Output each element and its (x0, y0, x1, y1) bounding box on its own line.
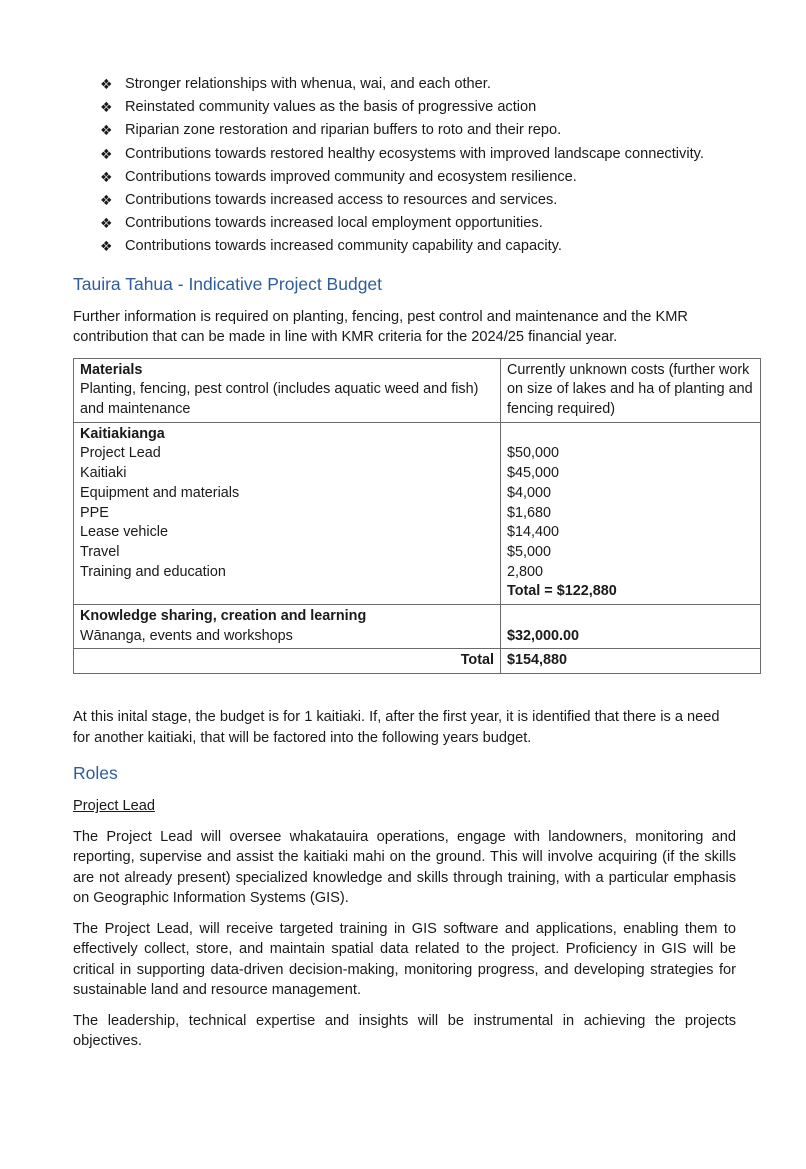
knowledge-title: Knowledge sharing, creation and learning (80, 608, 367, 625)
knowledge-amount: $32,000.00 (507, 627, 580, 644)
budget-item-label: Travel (80, 543, 120, 560)
list-item: ❖ Riparian zone restoration and riparian buffers to roto and their repo. (73, 119, 736, 142)
budget-item-label: Project Lead (80, 445, 161, 462)
budget-item-label: Equipment and materials (80, 484, 240, 501)
table-row (74, 649, 761, 674)
roles-heading: Roles (73, 763, 118, 784)
budget-item-amount: $5,000 (507, 543, 552, 560)
table-row (74, 358, 761, 422)
budget-item-label: PPE (80, 504, 109, 521)
budget-item-label: Training and education (80, 563, 226, 580)
table-row (74, 605, 761, 649)
budget-item-amount: $4,000 (507, 484, 552, 501)
materials-title: Materials (80, 361, 143, 378)
budget-item-amount: $45,000 (507, 465, 560, 482)
budget-item-amount: $50,000 (507, 445, 560, 462)
project-lead-subheading: Project Lead (73, 798, 155, 815)
budget-item-amount: 2,800 (507, 563, 544, 580)
kaitiakianga-subtotal: Total = $122,880 (507, 583, 617, 600)
budget-heading: Tauira Tahua - Indicative Project Budget (73, 273, 383, 294)
outcomes-list (73, 73, 736, 259)
total-label: Total (74, 649, 501, 674)
budget-table (73, 358, 761, 675)
diamond-bullet-icon: ❖ (100, 145, 113, 162)
kaitiakianga-title: Kaitiakianga (80, 425, 165, 442)
materials-cost: Currently unknown costs (further work on size of lakes and ha of planting and fencing required) (507, 361, 753, 418)
list-item: ❖ Reinstated community values as the basis of progressive action (73, 96, 736, 119)
materials-description: Planting, fencing, pest control (includes aquatic weed and fish) and maintenance (80, 381, 479, 418)
roles-paragraph: The Project Lead, will receive targeted training in GIS software and applications, enabling them to effectively collect, store, and maintain spatial data related to the project. Proficiency in GIS will be critical in supporting data-driven decision-making, monitoring progress, and developing strategies for sustainable land and resource management. (73, 920, 736, 999)
diamond-bullet-icon: ❖ (100, 238, 113, 255)
budget-item-label: Kaitiaki (80, 465, 127, 482)
document-page (73, 73, 753, 1062)
budget-item-amount: $1,680 (507, 504, 552, 521)
kaitiakianga-cell (74, 422, 501, 604)
diamond-bullet-icon: ❖ (100, 168, 113, 185)
knowledge-amount-cell (501, 605, 761, 649)
materials-cell (74, 358, 501, 422)
total-amount: $154,880 (501, 649, 761, 674)
list-item: ❖ Stronger relationships with whenua, wai, and each other. (73, 73, 736, 96)
budget-item-label: Lease vehicle (80, 524, 169, 541)
diamond-bullet-icon: ❖ (100, 76, 113, 92)
diamond-bullet-icon: ❖ (100, 122, 113, 139)
budget-item-amount: $14,400 (507, 524, 560, 541)
diamond-bullet-icon: ❖ (100, 192, 113, 209)
roles-paragraph: The Project Lead will oversee whakatauira operations, engage with landowners, monitoring and reporting, supervise and assist the kaitiaki mahi on the ground. This will involve acquiring (if the skills are not already present) specialized knowledge and skills through training, with a particular emphasis on Geographic Information Systems (GIS). (73, 828, 736, 907)
diamond-bullet-icon: ❖ (100, 215, 113, 232)
roles-paragraph: The leadership, technical expertise and insights will be instrumental in achieving the projects objectives. (73, 1012, 736, 1050)
knowledge-item: Wānanga, events and workshops (80, 627, 293, 644)
diamond-bullet-icon: ❖ (100, 99, 113, 116)
budget-intro: Further information is required on planting, fencing, pest control and maintenance and the KMR contribution that can be made in line with KMR criteria for the 2024/25 financial year. (73, 308, 688, 346)
budget-note: At this inital stage, the budget is for 1 kaitiaki. If, after the first year, it is identified that there is a need for another kaitiaki, that will be factored into the following years budget. (73, 709, 720, 746)
list-item: ❖ Contributions towards increased community capability and capacity. (73, 235, 736, 258)
list-item: ❖ Contributions towards increased access to resources and services. (73, 189, 736, 212)
list-item: ❖ Contributions towards improved community and ecosystem resilience. (73, 166, 736, 189)
kaitiakianga-amounts-cell (501, 422, 761, 604)
list-item: ❖ Contributions towards increased local employment opportunities. (73, 212, 736, 235)
table-row (74, 422, 761, 604)
list-item: ❖ Contributions towards restored healthy ecosystems with improved landscape connectivity. (73, 143, 736, 166)
materials-cost-cell (501, 358, 761, 422)
knowledge-cell (74, 605, 501, 649)
